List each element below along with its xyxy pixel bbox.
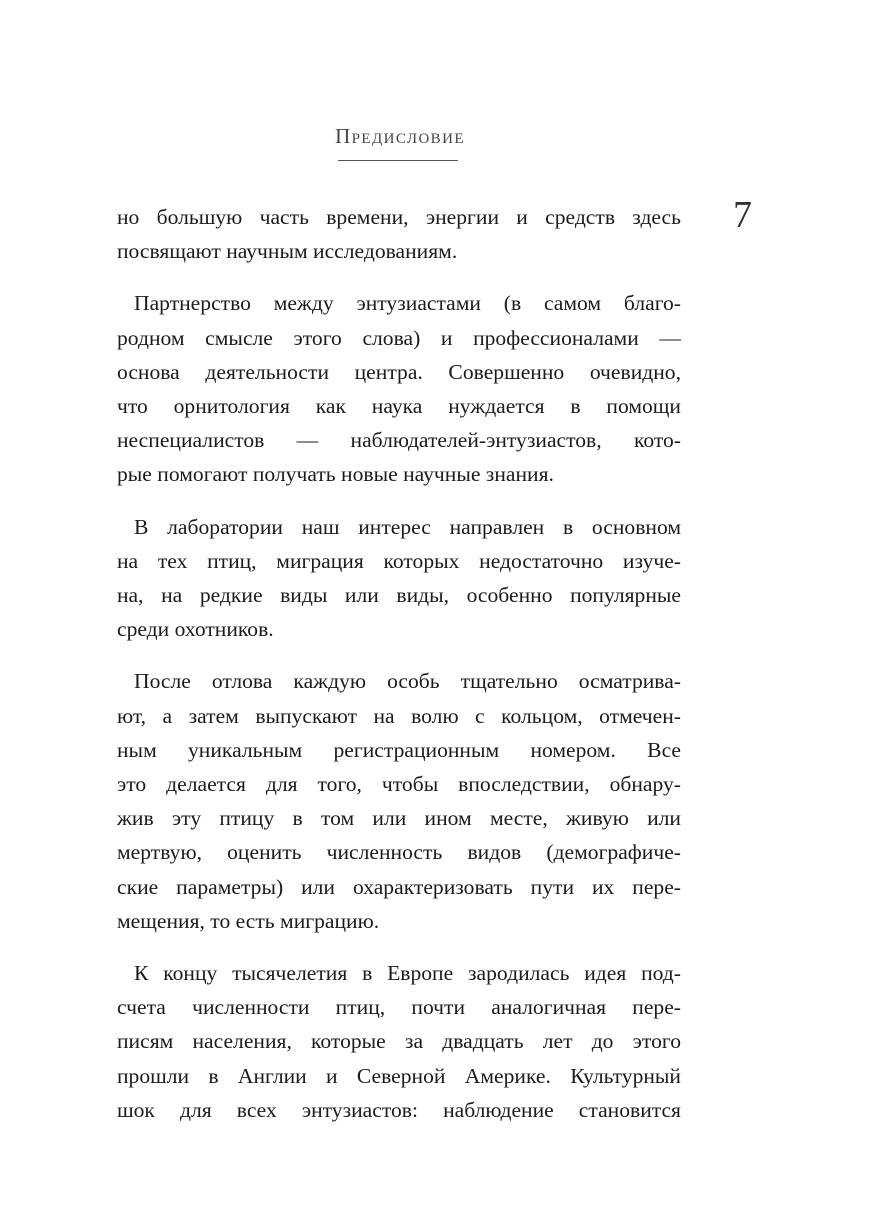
text-line: мещения, то есть миграцию. [117, 908, 380, 933]
running-head-rule [338, 160, 458, 161]
text-line: ют, а затем выпускают на волю с кольцом, отмечен- [117, 703, 681, 728]
page-number: 7 [733, 194, 752, 236]
paragraph-4 [117, 664, 681, 938]
text-line: ские параметры) или охарактеризовать пути их пере- [117, 874, 681, 899]
text-line: жив эту птицу в том или ином месте, живую или [117, 806, 681, 831]
text-line: основа деятельности центра. Совершенно очевидно, [117, 359, 681, 384]
text-line: на, на редкие виды или виды, особенно популярные [117, 583, 681, 608]
text-line: мертвую, оценить численность видов (демографиче- [117, 840, 681, 865]
text-line: посвящают научным исследованиям. [117, 239, 458, 264]
text-line: среди охотников. [117, 617, 274, 642]
text-line: ным уникальным регистрационным номером. Все [117, 737, 681, 762]
text-line: К концу тысячелетия в Европе зародилась идея под- [134, 961, 681, 986]
text-line: это делается для того, чтобы впоследствии, обнару- [117, 772, 681, 797]
text-line: После отлова каждую особь тщательно осматрива- [134, 669, 681, 694]
paragraph-2 [117, 286, 681, 491]
text-line: прошли в Англии и Северной Америке. Культурный [117, 1063, 681, 1088]
text-line: на тех птиц, миграция которых недостаточно изуче- [117, 548, 681, 573]
text-line: что орнитология как наука нуждается в помощи [117, 394, 681, 419]
paragraph-3 [117, 510, 681, 647]
paragraph-1 [117, 200, 681, 268]
text-line: рые помогают получать новые научные знания. [117, 462, 554, 487]
text-line: неспециалистов — наблюдателей-энтузиастов, кото- [117, 428, 681, 453]
text-line: В лаборатории наш интерес направлен в основном [134, 514, 681, 539]
text-line: но большую часть времени, энергии и средств здесь [117, 205, 681, 229]
text-line: шок для всех энтузиастов: наблюдение становится [117, 1097, 681, 1122]
text-line: родном смысле этого слова) и профессионалами — [117, 325, 681, 350]
text-line: писям населения, которые за двадцать лет до этого [117, 1029, 681, 1054]
text-line: счета численности птиц, почти аналогичная пере- [117, 995, 681, 1020]
body-text [117, 200, 681, 1145]
running-head: Предисловие [335, 124, 465, 148]
text-line: Партнерство между энтузиастами (в самом благо- [134, 291, 681, 316]
paragraph-5 [117, 956, 681, 1127]
